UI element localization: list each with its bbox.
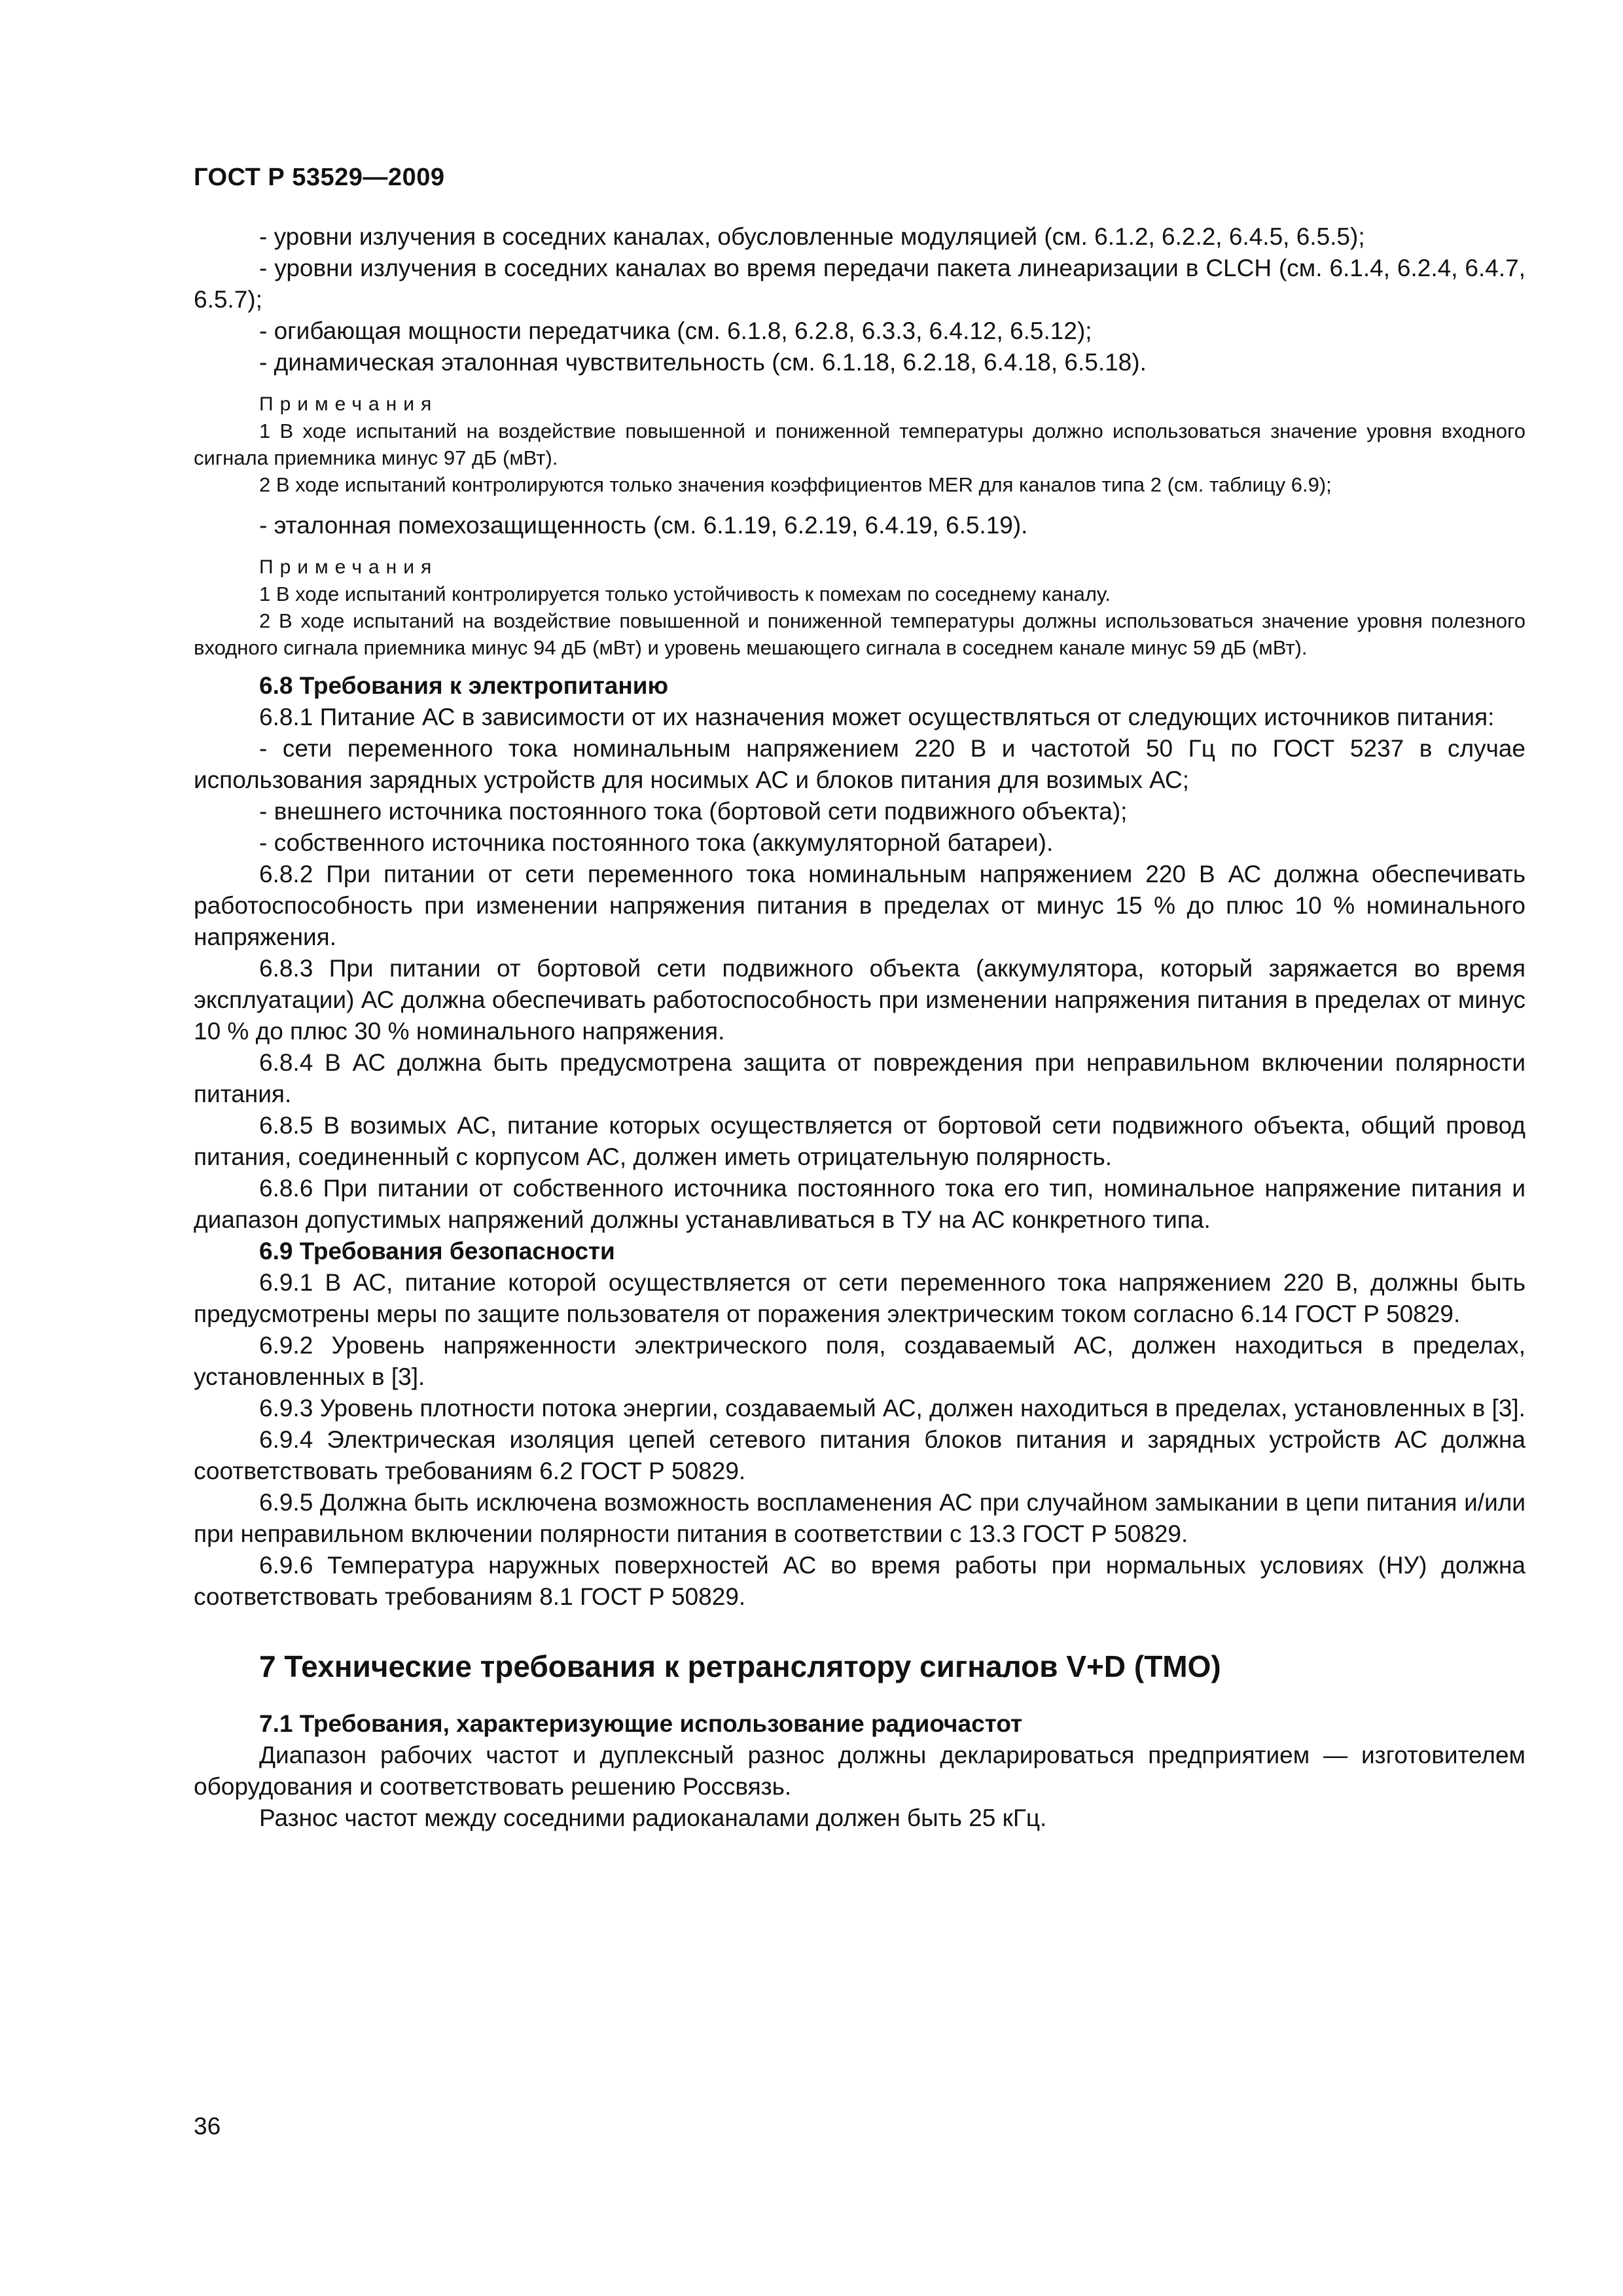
note-text: 1 В ходе испытаний на воздействие повышенной и пониженной температуры должно использоваться значение уровня входного сигнала приемника минус 97 дБ (мВт). (194, 420, 1525, 469)
chapter-heading: 7 Технические требования к ретранслятору сигналов V+D (ТМО) (259, 1649, 1221, 1683)
paragraph: - внешнего источника постоянного тока (бортовой сети подвижного объекта); (259, 798, 1128, 825)
note-text: 1 В ходе испытаний контролируется только устойчивость к помехам по соседнему каналу. (259, 583, 1111, 605)
paragraph: 6.9.4 Электрическая изоляция цепей сетевого питания блоков питания и зарядных устройств АС должна соответствовать требованиям 6.2 ГОСТ Р 50829. (194, 1426, 1525, 1484)
paragraph: - уровни излучения в соседних каналах, обусловленные модуляцией (см. 6.1.2, 6.2.2, 6.4.5, 6.5.5); (259, 223, 1365, 250)
paragraph: 6.8.6 При питании от собственного источника постоянного тока его тип, номинальное напряжение питания и диапазон допустимых напряжений должны устанавливаться в ТУ на АС конкретного типа. (194, 1175, 1525, 1233)
note-text: 2 В ходе испытаний на воздействие повышенной и пониженной температуры должны использоваться значение уровня полезного входного сигнала приемника минус 94 дБ (мВт) и уровень мешающего сигнала в соседнем канале минус 59 дБ (мВт). (194, 609, 1525, 659)
paragraph: 6.9.3 Уровень плотности потока энергии, создаваемый АС, должен находиться в пределах, установленных в [3]. (259, 1395, 1525, 1422)
paragraph: - собственного источника постоянного тока (аккумуляторной батареи). (259, 829, 1054, 856)
paragraph: 6.8.5 В возимых АС, питание которых осуществляется от бортовой сети подвижного объекта, общий провод питания, соединенный с корпусом АС, должен иметь отрицательную полярность. (194, 1112, 1525, 1170)
paragraph: 6.8.3 При питании от бортовой сети подвижного объекта (аккумулятора, который заряжается во время эксплуатации) АС должна обеспечивать работоспособность при изменении напряжения питания в пределах от минус 10 % до плюс 30 % номинального напряжения. (194, 955, 1525, 1045)
paragraph: 6.9.5 Должна быть исключена возможность воспламенения АС при случайном замыкании в цепи питания и/или при неправильном включении полярности питания в соответствии с 13.3 ГОСТ Р 50829. (194, 1489, 1525, 1547)
section-heading: 6.8 Требования к электропитанию (259, 672, 669, 699)
paragraph: - уровни излучения в соседних каналах во время передачи пакета линеаризации в CLCH (см. 6.1.4, 6.2.4, 6.4.7, 6.5.7); (194, 255, 1525, 313)
document-header: ГОСТ Р 53529—2009 (194, 164, 445, 191)
notes-heading: Примечания (259, 556, 438, 578)
paragraph: 6.9.1 В АС, питание которой осуществляется от сети переменного тока напряжением 220 В, должны быть предусмотрены меры по защите пользователя от поражения электрическим током согласно 6.14 ГОСТ Р 50829. (194, 1269, 1525, 1327)
paragraph: - огибающая мощности передатчика (см. 6.1.8, 6.2.8, 6.3.3, 6.4.12, 6.5.12); (259, 317, 1092, 344)
notes-heading: Примечания (259, 393, 438, 415)
paragraph: 6.9.6 Температура наружных поверхностей АС во время работы при нормальных условиях (НУ) должна соответствовать требованиям 8.1 ГОСТ Р 50829. (194, 1552, 1525, 1610)
paragraph: - динамическая эталонная чувствительность (см. 6.1.18, 6.2.18, 6.4.18, 6.5.18). (259, 349, 1147, 376)
paragraph: 6.8.4 В АС должна быть предусмотрена защита от повреждения при неправильном включении полярности питания. (194, 1049, 1525, 1107)
paragraph: - сети переменного тока номинальным напряжением 220 В и частотой 50 Гц по ГОСТ 5237 в случае использования зарядных устройств для носимых АС и блоков питания для возимых АС; (194, 735, 1525, 793)
document-body (194, 221, 1525, 1834)
paragraph: Диапазон рабочих частот и дуплексный разнос должны декларироваться предприятием — изготовителем оборудования и соответствовать решению Россвязь. (194, 1742, 1525, 1800)
paragraph: 6.8.1 Питание АС в зависимости от их назначения может осуществляться от следующих источников питания: (259, 704, 1495, 730)
paragraph: 6.8.2 При питании от сети переменного тока номинальным напряжением 220 В АС должна обеспечивать работоспособность при изменении напряжения питания в пределах от минус 15 % до плюс 10 % номинального напряжения. (194, 861, 1525, 950)
page-number: 36 (194, 2113, 221, 2140)
note-text: 2 В ходе испытаний контролируются только значения коэффициентов MER для каналов типа 2 (см. таблицу 6.9); (259, 473, 1332, 496)
section-heading: 7.1 Требования, характеризующие использование радиочастот (259, 1710, 1023, 1737)
paragraph: 6.9.2 Уровень напряженности электрического поля, создаваемый АС, должен находиться в пределах, установленных в [3]. (194, 1332, 1525, 1390)
paragraph: - эталонная помехозащищенность (см. 6.1.19, 6.2.19, 6.4.19, 6.5.19). (259, 512, 1028, 539)
section-heading: 6.9 Требования безопасности (259, 1238, 615, 1265)
paragraph: Разнос частот между соседними радиоканалами должен быть 25 кГц. (259, 1804, 1047, 1831)
